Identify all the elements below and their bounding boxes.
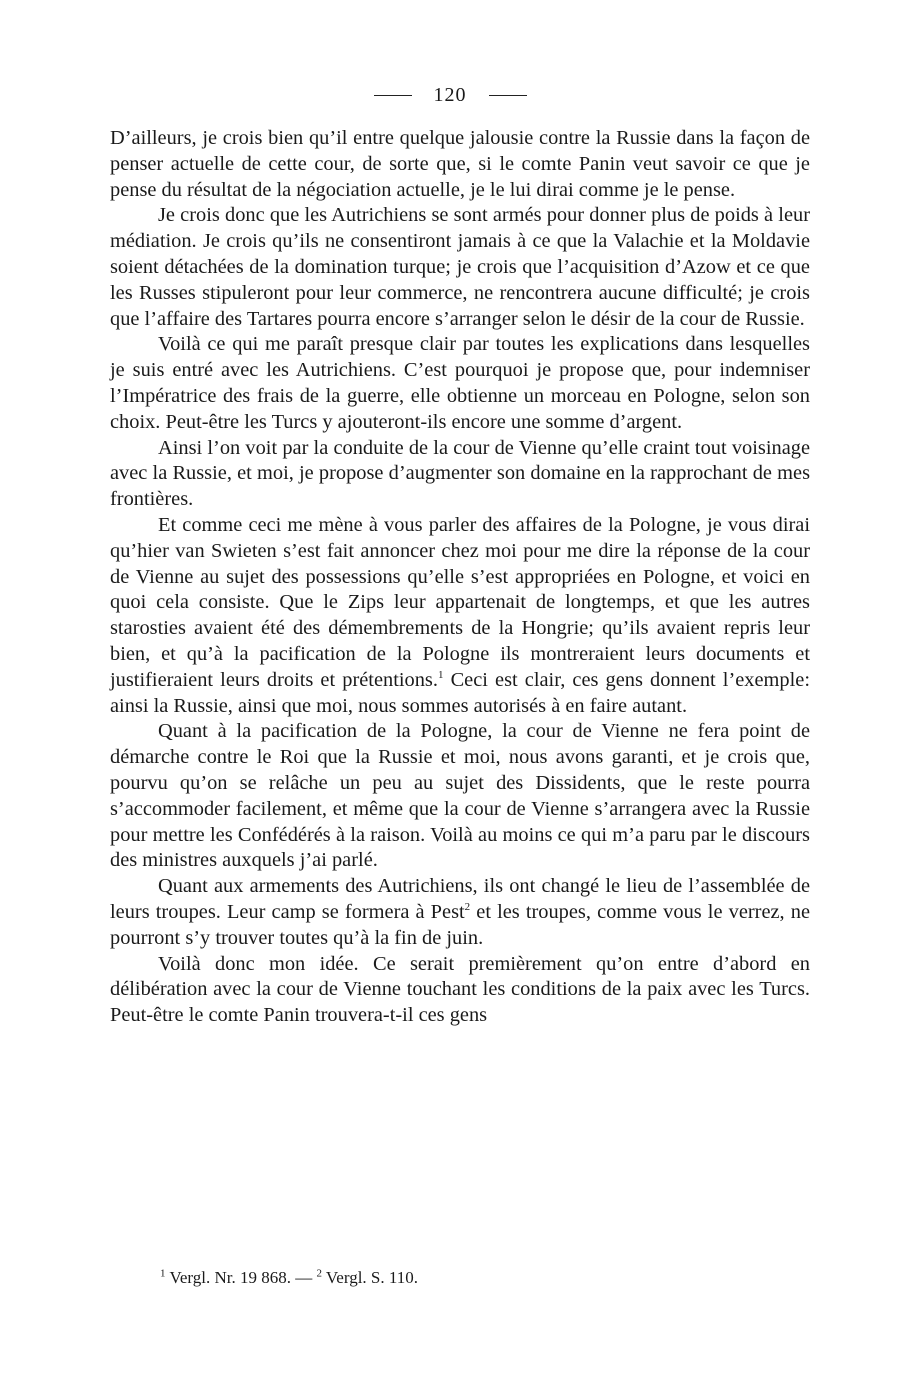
footnote-ref: 1 [437,668,444,681]
header-rule-left [374,95,412,96]
paragraph-text: Quant aux armements des Autrichiens, ils ont changé le lieu de l’assemblée de leurs troupes. Leur camp se formera à Pest [110,875,810,923]
page-number: 120 [433,83,467,106]
page-header [0,80,900,110]
header-rule-right [489,95,527,96]
paragraph: Ainsi l’on voit par la conduite de la cour de Vienne qu’elle craint tout voisinage avec la Russie, et moi, je propose d’augmenter son domaine en la rapprochant de mes frontières. [110,436,810,511]
footnotes [160,1265,810,1291]
paragraph-text: Ceci est clair, ces gens donnent l’exemple: ainsi la Russie, ainsi que moi, nous sommes autorisés à en faire autant. [110,668,810,717]
footnote-text: Vergl. S. 110. [321,1268,419,1287]
paragraph: Voilà donc mon idée. Ce serait premièrement qu’on entre d’abord en délibération avec la cour de Vienne touchant les conditions de la paix avec les Turcs. Peut-être le comte Panin trouvera-t-il ces gens [110,952,810,1027]
paragraph-text: Et comme ceci me mène à vous parler des affaires de la Pologne, je vous dirai qu’hier van Swieten s’est fait annoncer chez moi pour me dire la réponse de la cour de Vienne au sujet des possessions qu’elle s’est appropriées en Pologne, et voici en quoi cela consiste. Que le Zips leur appartenait de longtemps, et que les autres starosties avaient été des démembrements de la Hongrie; qu’ils avaient repris leur bien, et qu’à la pacification de la Pologne ils montreraient leurs documents et justifieraient leurs droits et prétentions. [110,513,810,691]
paragraph: Quant à la pacification de la Pologne, la cour de Vienne ne fera point de démarche contre le Roi que la Russie et moi, nous avons garanti, et je crois que, pourvu qu’on se relâche un peu au sujet des Dissidents, que le reste pourra s’accommoder facilement, et même que la cour de Vienne s’arrangera avec la Russie pour mettre les Confédérés à la raison. Voilà au moins ce qui m’a paru par le discours des ministres auxquels j’ai parlé. [110,720,810,872]
footnote-text: Vergl. Nr. 19 868. — [165,1268,317,1287]
body-text [110,126,810,1029]
footnote-number: 2 [316,1267,322,1280]
paragraph: Je crois donc que les Autrichiens se sont armés pour donner plus de poids à leur médiation. Je crois qu’ils ne consentiront jamais à ce que la Valachie et la Moldavie soient détachées de la domination turque; je crois que l’acquisition d’Azow et ce que les Russes stipuleront pour leur commerce, ne rencontrera aucune difficulté; je crois que l’affaire des Tartares pourra encore s’arranger selon le désir de la cour de Russie. [110,204,810,330]
paragraph [110,513,810,719]
footnote-number: 1 [160,1267,166,1280]
paragraph [110,874,810,951]
footnote-ref: 2 [464,901,471,914]
paragraph: Voilà ce qui me paraît presque clair par toutes les explications dans lesquelles je suis entré avec les Autrichiens. C’est pourquoi je propose que, pour indemniser l’Impératrice des frais de la guerre, elle obtienne un morceau en Pologne, selon son choix. Peut-être les Turcs y ajouteront-ils encore une somme d’argent. [110,333,810,433]
paragraph: D’ailleurs, je crois bien qu’il entre quelque jalousie contre la Russie dans la façon de penser actuelle de cette cour, de sorte que, si le comte Panin veut savoir ce que je pense du résultat de la négociation actuelle, je le lui dirai comme je le pense. [110,127,810,201]
paragraph-text: et les troupes, comme vous le verrez, ne pourront s’y trouver toutes qu’à la fin de juin. [110,900,810,949]
